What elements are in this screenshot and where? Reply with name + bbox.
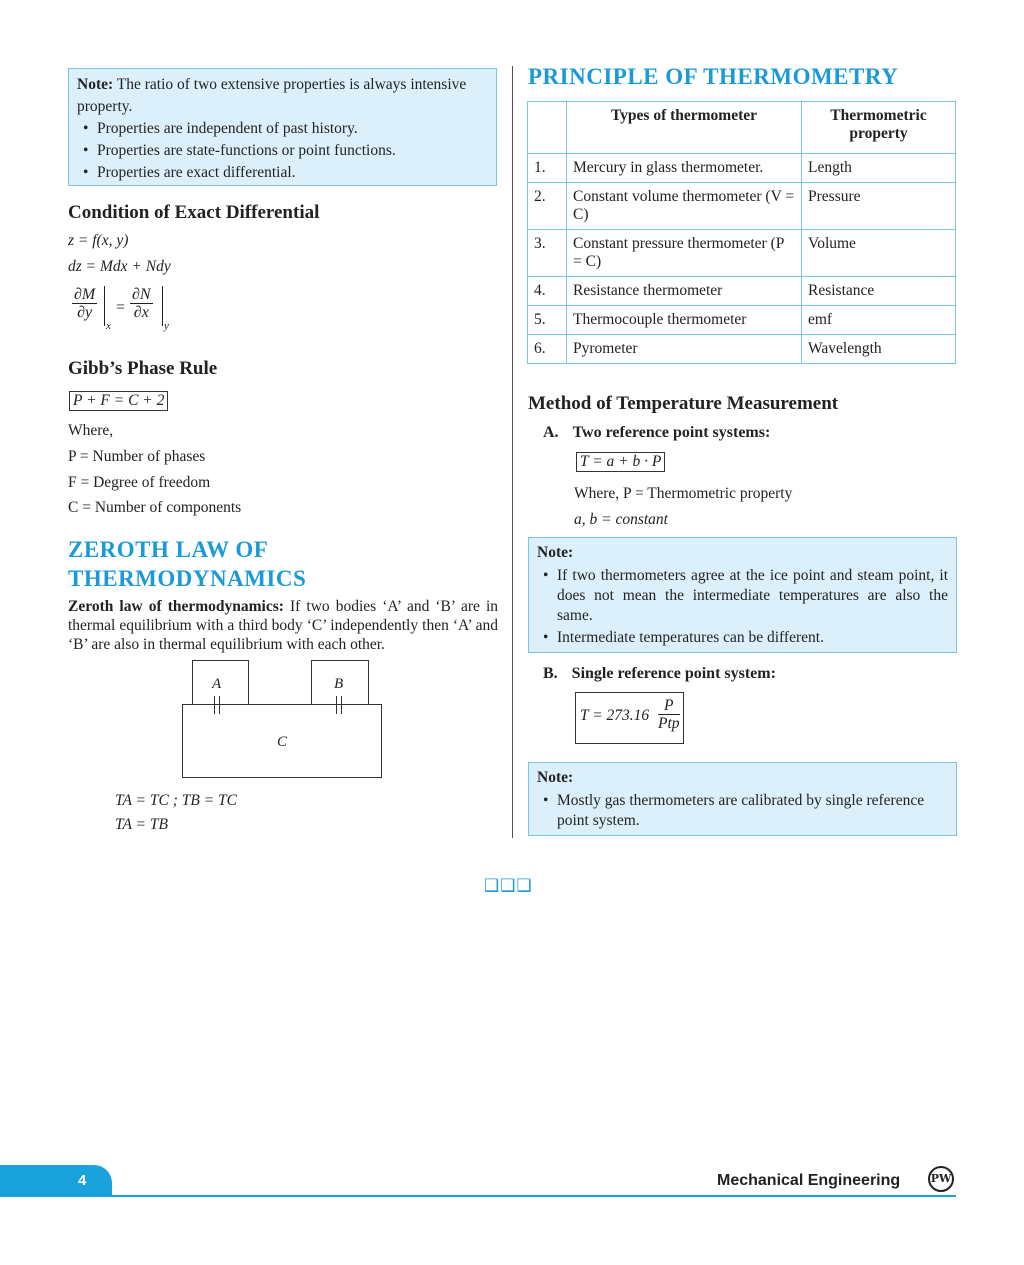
- table-cell: emf: [802, 306, 956, 335]
- list-item: • Properties are state-functions or point functions.: [77, 140, 488, 162]
- table-row: [528, 306, 956, 335]
- table-row: [528, 230, 956, 277]
- note-text: The ratio of two extensive properties is always intensive property.: [77, 76, 467, 115]
- body-a-label: A: [212, 676, 222, 692]
- list-item: • Properties are independent of past history.: [77, 118, 488, 140]
- table-cell: Length: [802, 154, 956, 183]
- thermometer-table: [527, 101, 956, 364]
- page-number: 4: [78, 1172, 87, 1189]
- table-cell: 1.: [528, 154, 567, 183]
- zeroth-relation-2: TA = TB: [115, 816, 168, 833]
- heading-principle-thermometry: PRINCIPLE OF THERMOMETRY: [528, 64, 899, 89]
- table-cell: Constant volume thermometer (V = C): [567, 183, 802, 230]
- table-header-row: [528, 102, 956, 154]
- zeroth-def-text: If two bodies ‘A’ and ‘B’ are in thermal equilibrium with a third body ‘C’ independently then ‘A’ and ‘B’ are also in thermal equilibrium with each other.: [68, 598, 498, 653]
- section-b-label: B.: [543, 665, 558, 682]
- table-cell: Pressure: [802, 183, 956, 230]
- gibbs-formula: P + F = C + 2: [69, 391, 168, 411]
- table-cell: Wavelength: [802, 335, 956, 364]
- heading-temperature-measurement: Method of Temperature Measurement: [528, 393, 839, 414]
- single-point-formula: [575, 692, 684, 744]
- contact-line: [341, 696, 342, 714]
- contact-line: [219, 696, 220, 714]
- table-cell: 3.: [528, 230, 567, 277]
- section-b-title: Single reference point system:: [571, 665, 776, 682]
- section-a-label: A.: [543, 424, 559, 441]
- table-cell: 5.: [528, 306, 567, 335]
- table-cell: Thermocouple thermometer: [567, 306, 802, 335]
- note-box-intermediate: [528, 537, 957, 653]
- heading-exact-differential: Condition of Exact Differential: [68, 202, 320, 223]
- table-cell: Volume: [802, 230, 956, 277]
- table-row: [528, 183, 956, 230]
- heading-gibbs-phase-rule: Gibb’s Phase Rule: [68, 358, 218, 379]
- gibbs-def: F = Degree of freedom: [68, 474, 211, 491]
- note-label: Note:: [77, 76, 114, 93]
- section-a-title: Two reference point systems:: [572, 424, 771, 441]
- table-cell: Constant pressure thermometer (P = C): [567, 230, 802, 277]
- note-label: Note:: [537, 769, 574, 786]
- table-cell: 4.: [528, 277, 567, 306]
- partial-derivative-condition: [68, 286, 188, 334]
- footer-page-tab: [0, 1165, 112, 1197]
- zeroth-law-diagram: [182, 660, 382, 780]
- table-cell: Resistance thermometer: [567, 277, 802, 306]
- single-point-numerator: P: [658, 697, 680, 715]
- contact-line: [214, 696, 215, 714]
- table-cell: Resistance: [802, 277, 956, 306]
- body-b-label: B: [334, 676, 344, 692]
- equation-dz: dz = Mdx + Ndy: [68, 258, 171, 275]
- list-item: • Properties are exact differential.: [77, 162, 488, 184]
- note-box-gas-thermometers: [528, 762, 957, 836]
- table-cell: Mercury in glass thermometer.: [567, 154, 802, 183]
- zeroth-law-definition: [68, 597, 498, 654]
- contact-line: [336, 696, 337, 714]
- gibbs-def: C = Number of components: [68, 499, 242, 516]
- two-point-where: Where, P = Thermometric property: [574, 485, 793, 502]
- footer-title: Mechanical Engineering: [717, 1172, 901, 1189]
- two-point-formula: T = a + b · P: [576, 452, 665, 472]
- heading-zeroth-law-line2: THERMODYNAMICS: [68, 566, 307, 591]
- body-c-label: C: [277, 734, 288, 750]
- pd-n-numerator: ∂N: [132, 286, 151, 303]
- single-point-lhs: T = 273.16: [580, 707, 650, 724]
- table-row: [528, 277, 956, 306]
- table-header-cell: [528, 102, 567, 154]
- note-box-properties: [68, 68, 497, 186]
- pd-m-numerator: ∂M: [74, 286, 96, 303]
- table-row: [528, 154, 956, 183]
- two-point-constants: a, b = constant: [574, 511, 668, 528]
- pd-m-denominator: ∂y: [77, 304, 93, 321]
- list-item: • Intermediate temperatures can be different.: [537, 628, 948, 648]
- pd-equals: =: [116, 299, 126, 316]
- gibbs-where: Where,: [68, 422, 114, 439]
- zeroth-relation-1: TA = TC ; TB = TC: [115, 792, 237, 809]
- pd-m-sub: x: [106, 320, 111, 332]
- list-item: • Mostly gas thermometers are calibrated by single reference point system.: [537, 791, 948, 831]
- table-cell: 6.: [528, 335, 567, 364]
- zeroth-def-label: Zeroth law of thermodynamics:: [68, 598, 284, 615]
- list-item: • If two thermometers agree at the ice point and steam point, it does not mean the intermediate temperatures are also the same.: [537, 566, 948, 626]
- table-cell: Pyrometer: [567, 335, 802, 364]
- table-cell: 2.: [528, 183, 567, 230]
- pd-n-sub: y: [164, 320, 169, 332]
- table-row: [528, 335, 956, 364]
- column-divider: [512, 66, 513, 838]
- pd-n-denominator: ∂x: [133, 304, 149, 321]
- end-of-section-marks: ❑❑❑: [484, 876, 533, 896]
- single-point-denominator: Ptp: [658, 715, 680, 732]
- table-header-cell: Types of thermometer: [567, 102, 802, 154]
- gibbs-def: P = Number of phases: [68, 448, 206, 465]
- footer-rule: [112, 1195, 956, 1197]
- heading-zeroth-law: ZEROTH LAW OF: [68, 537, 269, 562]
- note-label: Note:: [537, 544, 574, 561]
- pw-logo-icon: PW: [928, 1166, 954, 1192]
- table-header-cell: Thermometric property: [802, 102, 956, 154]
- equation-z: z = f(x, y): [68, 232, 129, 249]
